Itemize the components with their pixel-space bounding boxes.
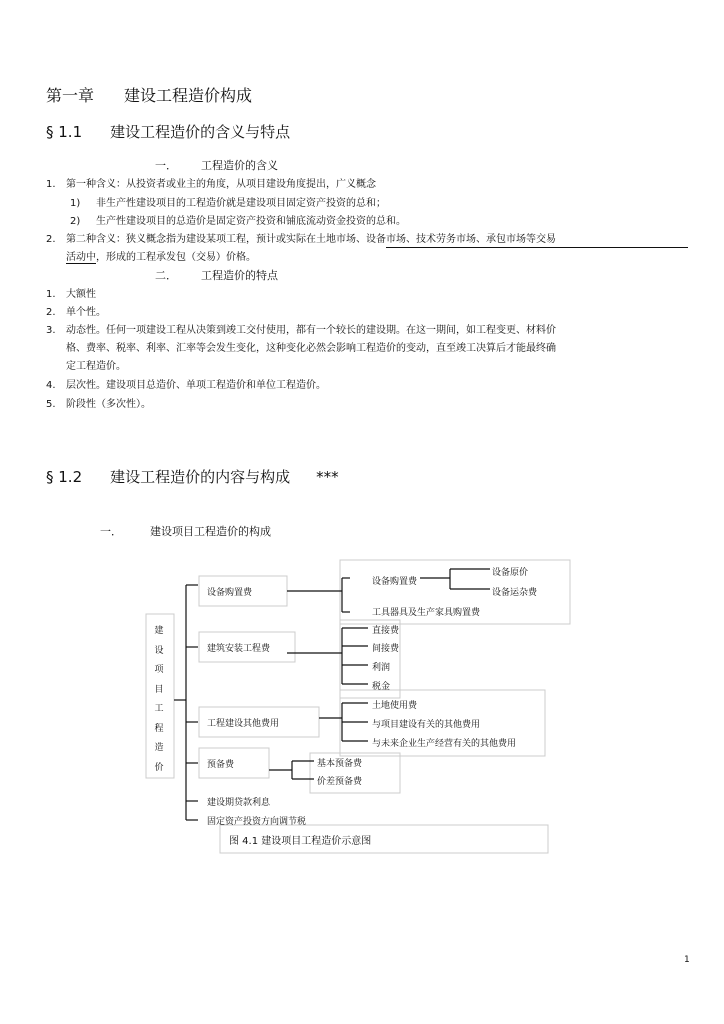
- list-number: 3.: [46, 325, 56, 336]
- node-basic-reserve: 基本预备费: [317, 759, 363, 769]
- list-number: 1): [70, 198, 81, 209]
- subsection-title: 工程造价的特点: [201, 269, 278, 282]
- list-number: 4.: [46, 380, 56, 391]
- node-equipment: 设备购置费: [207, 588, 253, 598]
- section-stars: ***: [316, 468, 339, 486]
- chapter-label: 第一章: [46, 86, 95, 105]
- root-char: 工: [154, 704, 164, 714]
- node-indirect-cost: 间接费: [372, 644, 400, 654]
- list-item-text: 生产性建设项目的总造价是固定资产投资和铺底流动资金投资的总和。: [96, 216, 406, 227]
- list-item-text: 定工程造价。: [66, 361, 126, 372]
- page-number: 1: [684, 955, 690, 965]
- root-char: 价: [154, 762, 164, 773]
- subsection-title: 工程造价的含义: [201, 159, 278, 172]
- section-title: 建设工程造价的内容与构成: [110, 468, 291, 486]
- root-char: 建: [154, 626, 164, 636]
- section-number: § 1.2: [46, 468, 83, 486]
- list-item-text-rest: ，形成的工程承发包（交易）价格。: [96, 252, 256, 263]
- node-land-use: 土地使用费: [372, 701, 418, 711]
- list-item-text: 第一种含义：从投资者或业主的角度，从项目建设角度提出，广义概念: [66, 179, 376, 190]
- node-tax: 税金: [372, 682, 391, 692]
- list-number: 2.: [46, 234, 56, 245]
- list-number: 2): [70, 216, 81, 227]
- list-number: 1.: [46, 179, 56, 190]
- node-equipment-freight: 设备运杂费: [492, 588, 538, 598]
- list-item-text: 格、费率、税率、利率、汇率等会发生变化，这种变化必然会影响工程造价的变动，直至竣工决算后才能最终确: [66, 343, 556, 354]
- node-direct-cost: 直接费: [372, 626, 400, 636]
- root-char: 程: [154, 723, 164, 734]
- node-reserve: 预备费: [207, 760, 235, 770]
- list-number: 2.: [46, 307, 56, 318]
- subsection-number: 二．: [155, 269, 177, 282]
- figure-caption: 图 4.1 建设项目工程造价示意图: [229, 836, 372, 847]
- subsection-number: 一．: [100, 525, 122, 538]
- list-number: 5.: [46, 399, 56, 410]
- underlined-text: 活动中: [66, 252, 96, 263]
- list-item-text: 大额性: [66, 289, 96, 300]
- list-item-text: 层次性。建设项目总造价、单项工程造价和单位工程造价。: [66, 380, 326, 391]
- root-node: [152, 622, 166, 778]
- subsection-number: 一．: [155, 159, 177, 172]
- node-installation: 建筑安装工程费: [207, 644, 271, 654]
- list-item-text: 动态性。任何一项建设工程从决策到竣工交付使用，都有一个较长的建设期。在这一期间，如工程变更、材料价: [66, 325, 556, 336]
- section-title: 建设工程造价的含义与特点: [110, 123, 291, 141]
- node-price-reserve: 价差预备费: [317, 777, 363, 787]
- subsection-title: 建设项目工程造价的构成: [150, 525, 271, 538]
- node-future-other: 与未来企业生产经营有关的其他费用: [372, 739, 517, 749]
- node-equipment-purchase: 设备购置费: [372, 577, 418, 587]
- list-number: 1.: [46, 289, 56, 300]
- node-equipment-original: 设备原价: [492, 568, 529, 578]
- section-number: § 1.1: [46, 123, 83, 141]
- root-char: 项: [154, 665, 164, 675]
- list-item-text: 阶段性（多次性）。: [66, 399, 151, 410]
- node-profit: 利润: [372, 663, 391, 673]
- node-other-costs: 工程建设其他费用: [207, 719, 280, 729]
- list-item-text: 单个性。: [66, 307, 106, 318]
- node-project-other: 与项目建设有关的其他费用: [372, 720, 481, 730]
- list-item-text: 第二种含义：狭义概念指为建设某项工程，预计或实际在土地市场、设备市场、技术劳务市场、承包市场等交易: [66, 234, 556, 245]
- node-loan-interest: 建设期贷款利息: [207, 798, 271, 808]
- root-char: 设: [154, 645, 164, 656]
- chapter-title: 建设工程造价构成: [124, 86, 253, 105]
- node-adjustment-tax: 固定资产投资方向调节税: [207, 817, 307, 827]
- root-char: 目: [154, 684, 164, 695]
- node-tools: 工具器具及生产家具购置费: [372, 608, 481, 618]
- list-item-text: 非生产性建设项目的工程造价就是建设项目固定资产投资的总和；: [96, 198, 386, 209]
- root-char: 造: [154, 743, 164, 753]
